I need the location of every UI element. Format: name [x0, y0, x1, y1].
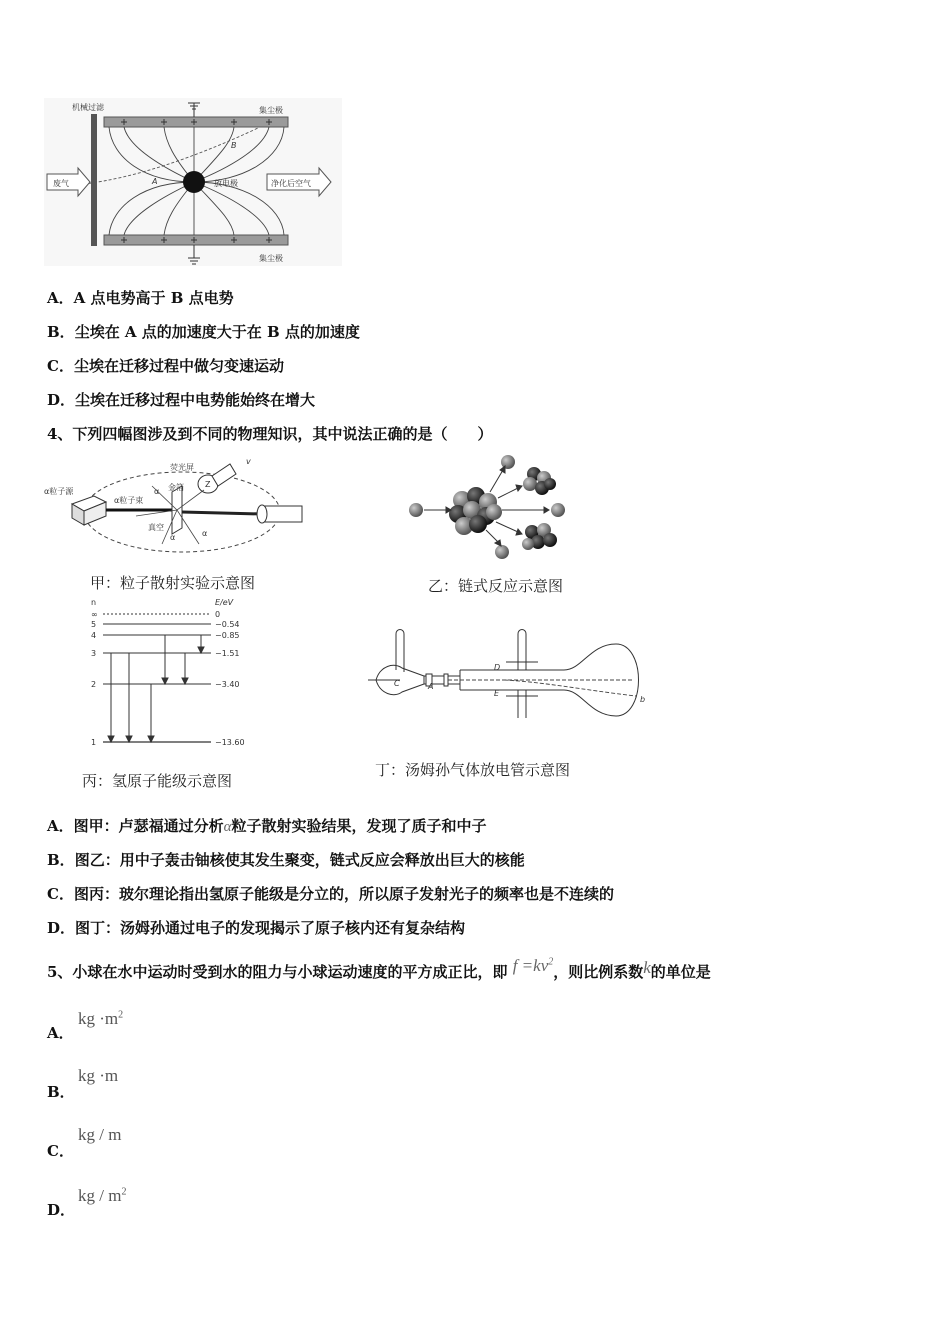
alpha-scattering-figure: [44, 456, 312, 556]
q5-option-a-unit: kg $\cdot m^2$: [78, 1009, 124, 1028]
label-vacuum: 真空: [148, 523, 164, 532]
label-beam: α粒子束: [114, 496, 144, 505]
q5-stem: 5、小球在水中运动时受到水的阻力与小球运动速度的平方成正比，即 $f =kv^2$，则比例系数k的单位是: [47, 956, 711, 981]
level-n-inf: ∞: [91, 610, 98, 619]
level-n-5: 5: [91, 620, 97, 629]
label-outlet: 净化后空气: [271, 179, 311, 188]
q3-option-d: D．尘埃在迁移过程中电势能始终在增大: [47, 391, 316, 409]
label-filter: 机械过滤: [72, 103, 104, 112]
level-e-3: −1.51: [215, 649, 240, 658]
level-e-4: −0.85: [215, 631, 240, 640]
label-d: D: [494, 663, 501, 672]
formula: $f =kv^2$: [512, 956, 554, 975]
q5-option-c-letter: C．: [47, 1142, 74, 1160]
level-n-1: 1: [91, 738, 97, 747]
q4-option-d: D．图丁：汤姆孙通过电子的发现揭示了原子核内还有复杂结构: [47, 919, 466, 937]
label-inlet: 废气: [53, 179, 69, 188]
q4-option-c: C．图丙：玻尔理论指出氢原子能级是分立的，所以原子发射光子的频率也是不连续的: [47, 885, 614, 903]
level-e-5: −0.54: [215, 620, 240, 629]
discharge-electrode: [183, 171, 205, 193]
level-e-1: −13.60: [215, 738, 245, 747]
caption-yi: 乙：链式反应示意图: [428, 577, 564, 595]
caption-jia: 甲：粒子散射实验示意图: [90, 574, 256, 592]
label-a: A: [428, 682, 434, 691]
label-e: E: [494, 689, 500, 698]
chain-reaction-figure: [400, 452, 580, 564]
label-collector-bottom: 集尘极: [259, 254, 283, 263]
level-n-4: 4: [91, 631, 97, 640]
q5-option-b-unit: kg ·m: [78, 1066, 119, 1085]
caption-bing: 丙：氢原子能级示意图: [82, 772, 233, 790]
label-e-header: E/eV: [215, 598, 234, 607]
label-alpha-2: α: [202, 529, 208, 538]
q4-option-a: A．图甲：卢瑟福通过分析α粒子散射实验结果，发现了质子和中子: [47, 817, 487, 835]
label-point-a: A: [152, 177, 158, 186]
level-e-inf: 0: [215, 610, 221, 619]
q5-option-d-letter: D．: [47, 1201, 76, 1219]
label-b: b: [640, 695, 646, 704]
label-alpha-1: α: [154, 487, 160, 496]
level-n-2: 2: [91, 680, 97, 689]
q5-option-c-unit: kg / m: [78, 1125, 122, 1144]
label-collector-top: 集尘极: [259, 106, 283, 115]
caption-ding: 丁：汤姆孙气体放电管示意图: [375, 761, 571, 779]
q5-option-b-letter: B．: [47, 1083, 75, 1101]
energy-level-figure: [85, 596, 265, 752]
thomson-tube-figure: [364, 626, 654, 726]
filter-bar: [91, 114, 97, 246]
label-alpha-source: α粒子源: [44, 487, 74, 496]
q4-stem: 4、下列四幅图涉及到不同的物理知识，其中说法正确的是（ ）: [47, 425, 493, 443]
q5-option-a-letter: A．: [47, 1024, 74, 1042]
label-point-b: B: [231, 141, 237, 150]
precipitator-figure: [44, 98, 342, 266]
q3-option-a: A．A 点电势高于 B 点电势: [47, 289, 234, 307]
label-screen: 荧光屏: [170, 463, 194, 472]
label-z: Z: [205, 480, 211, 489]
label-n-header: n: [91, 598, 97, 607]
label-electrode: 放电极: [214, 179, 238, 188]
label-foil: 金箔: [168, 483, 184, 492]
q4-option-b: B．图乙：用中子轰击铀核使其发生聚变，链式反应会释放出巨大的核能: [47, 851, 525, 869]
q3-option-b: B．尘埃在 A 点的加速度大于在 B 点的加速度: [47, 323, 360, 341]
q3-option-c: C．尘埃在迁移过程中做匀变速运动: [47, 357, 284, 375]
level-e-2: −3.40: [215, 680, 240, 689]
q5-option-d-unit: kg / $m^2$: [78, 1186, 127, 1205]
label-alpha-3: α: [170, 533, 176, 542]
level-n-3: 3: [91, 649, 97, 658]
label-v: v: [246, 457, 251, 466]
label-c: C: [394, 679, 400, 688]
